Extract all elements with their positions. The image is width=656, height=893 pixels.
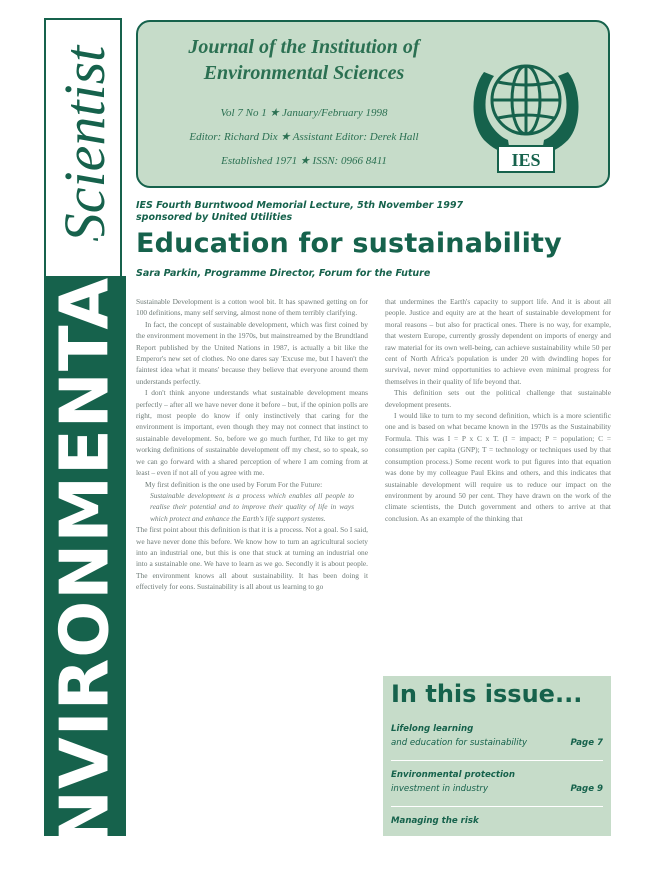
in-this-issue-title: In this issue... xyxy=(391,680,583,708)
paragraph: I don't think anyone understands what sustainable development means perfectly – after all we have never done it before – but, if the opinion polls are right, most people do know if only instinctively that caring for the environment is important, even though they may not connect that instinct to sustainable development. So, before we go much further, I'd like to get my working definitions of sustainable development off my chest, so to speak, so we can go forward with a shared perception of where I am coming from at least – even if not all of you agree with me. xyxy=(136,388,368,478)
issue-item-subtitle: and education for sustainability xyxy=(391,738,528,748)
issue-item-title: Lifelong learning xyxy=(391,724,474,734)
definition-quote: Sustainable development is a process which enables all people to realise their potential and to improve their quality of life in ways which protect and enhance the Earth's life support systems. xyxy=(150,490,354,523)
divider xyxy=(391,806,603,807)
paragraph: In fact, the concept of sustainable development, which was first coined by the environment movement in the 1970s, but mainstreamed by the Brundtland Report published by the United Nations in 1987, is actually a bit like the Emperor's new set of clothes. No one dares say 'Excuse me, but I haven't the faintest idea what it means' because they believe that everyone around them understands perfectly. xyxy=(136,319,368,386)
issue-item[interactable] xyxy=(391,722,603,750)
paragraph: My first definition is the one used by Forum For the Future: xyxy=(145,479,323,489)
issue-item-title: Environmental protection xyxy=(391,770,515,780)
ies-logo xyxy=(464,32,588,180)
sponsor-kicker: sponsored by United Utilities xyxy=(136,212,293,223)
spine-environmental-wordmark: ENVIRONMENTAL xyxy=(45,233,124,893)
lecture-kicker: IES Fourth Burntwood Memorial Lecture, 5th November 1997 xyxy=(136,200,464,211)
issue-item-title: Managing the risk xyxy=(391,816,479,826)
issue-item-page: Page 7 xyxy=(570,738,603,748)
article-column-1 xyxy=(136,296,368,836)
issue-item[interactable] xyxy=(391,814,603,828)
issue-item-subtitle: investment in industry xyxy=(391,784,489,794)
paragraph: This definition sets out the political challenge that sustainable development presents. xyxy=(385,388,611,409)
spine-scientist-wordmark: Scientist xyxy=(52,45,117,243)
article-column-2 xyxy=(385,296,611,668)
globe-icon xyxy=(492,66,560,134)
editors-line: Editor: Richard Dix ★ Assistant Editor: Derek Hall xyxy=(189,131,419,143)
paragraph: Sustainable Development is a cotton wool bit. It has spawned getting on for 100 definitions, many self serving, almost none of them terribly clarifying. xyxy=(136,297,368,318)
masthead xyxy=(136,20,610,188)
paragraph: I would like to turn to my second definition, which is a more scientific one and is based on what became known in the 1970s as the Sustainability Formula. This was I = P x C x T. (I = impact; P = population; C = consumption per capita (GNP); T = technology or techniques used by that consumption process.) Some recent work to put figures into that equation was done by my colleague Paul Ekins and others, and this indicates that sustainable development will require us to reduce our impact on the environment by around 50 per cent. They have drawn on the work of the climate scientists, the Dutch government and others to arrive at that conclusion. As an example of the thinking that xyxy=(385,411,611,523)
spine xyxy=(44,18,126,893)
paragraph: that undermines the Earth's capacity to support life. And it is about all people. Justice and equity are at the heart of sustainable development for moral reasons – but also for practical ones. There is no way, for example, that western Europe, currently grossly dependent on imports of energy and raw material for its own well-being, can achieve sustainability while 50 per cent of North Africa's population is under 20 with dwindling hopes for survival, never mind opportunities to achieve even minimal progress for themselves in their quality of life beyond that. xyxy=(385,297,611,386)
divider xyxy=(391,760,603,761)
in-this-issue-box xyxy=(383,676,611,836)
volume-line: Vol 7 No 1 ★ January/February 1998 xyxy=(220,107,388,119)
article-headline: Education for sustainability xyxy=(136,228,562,259)
logo-text: IES xyxy=(511,150,541,170)
issue-item[interactable] xyxy=(391,768,603,796)
paragraph: The first point about this definition is that it is a process. Not a goal. So I said, we have never done this before. We know how to turn an agricultural society into an industrial one, but this is one that stuck at turning an industrial one into a sustainable one. We have to learn as we go. Secondly it is about people. The environment knows all about sustainability. It has been doing it effectively for eons. Sustainability is all about us learning to go xyxy=(136,525,368,592)
journal-title-line1: Journal of the Institution of xyxy=(188,36,420,58)
journal-title-line2: Environmental Sciences xyxy=(203,62,405,84)
established-line: Established 1971 ★ ISSN: 0966 8411 xyxy=(221,155,387,167)
issue-item-page: Page 9 xyxy=(570,784,603,794)
article-byline: Sara Parkin, Programme Director, Forum for the Future xyxy=(136,268,431,279)
